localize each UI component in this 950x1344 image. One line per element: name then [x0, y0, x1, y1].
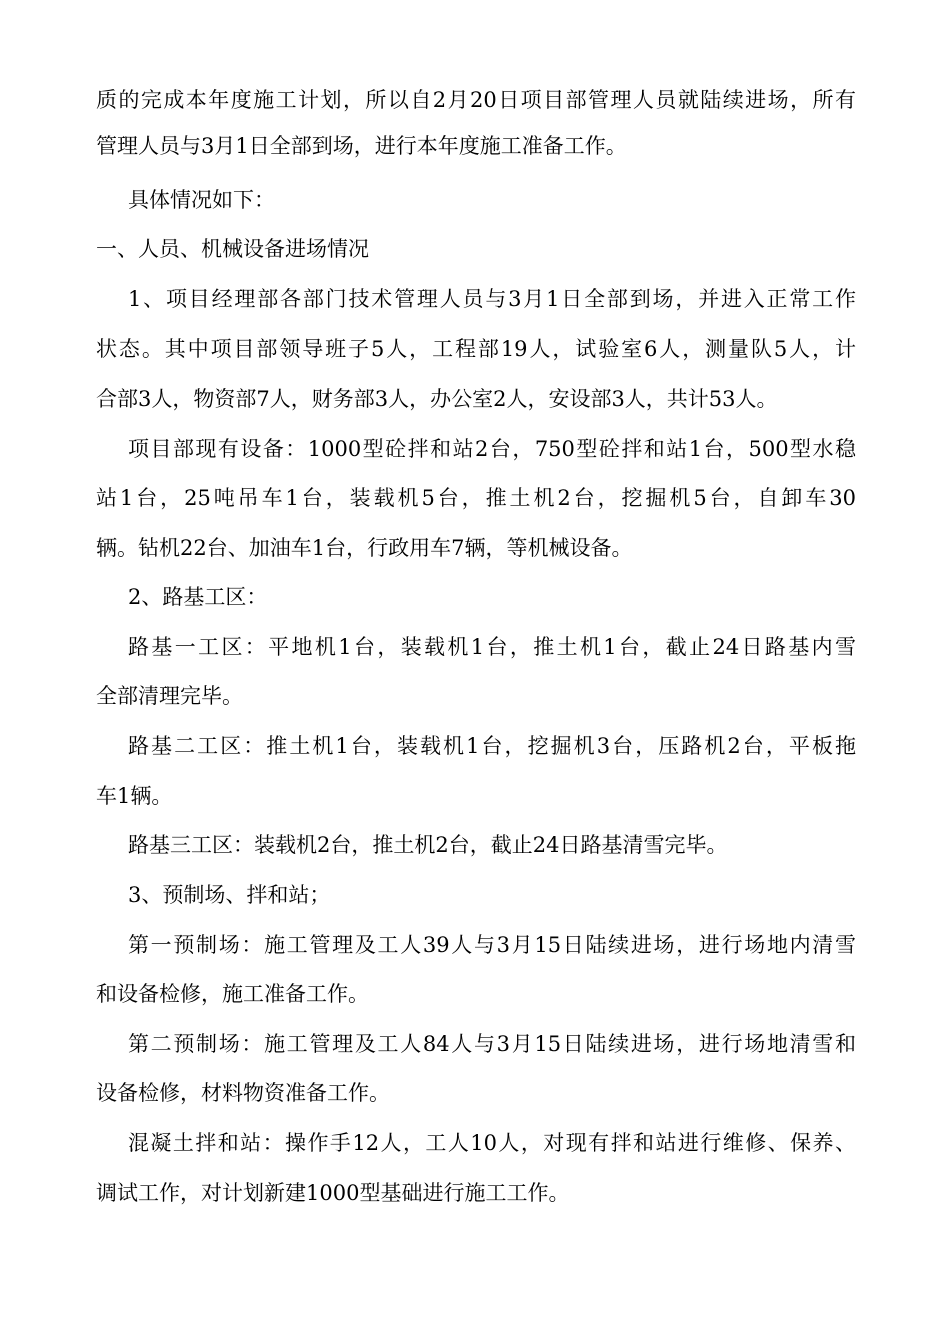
- subsection-heading: 2、路基工区：: [128, 585, 268, 609]
- text-line: 具体情况如下：: [128, 188, 275, 212]
- text-line: 第二预制场：施工管理及工人84人与3月15日陆续进场，进行场地清雪和: [128, 1032, 856, 1056]
- text-line: 合部3人，物资部7人，财务部3人，办公室2人，安设部3人，共计53人。: [96, 387, 778, 411]
- subsection-heading: 3、预制场、拌和站；: [128, 883, 331, 907]
- text-line: 状态。其中项目部领导班子5人，工程部19人，试验室6人，测量队5人，计: [96, 337, 856, 361]
- text-line: 路基一工区：平地机1台，装载机1台，推土机1台，截止24日路基内雪: [128, 635, 856, 659]
- text-line: 管理人员与3月1日全部到场，进行本年度施工准备工作。: [96, 134, 627, 158]
- text-line: 质的完成本年度施工计划，所以自2月20日项目部管理人员就陆续进场，所有: [96, 88, 856, 112]
- text-line: 调试工作，对计划新建1000型基础进行施工工作。: [96, 1181, 570, 1205]
- text-line: 第一预制场：施工管理及工人39人与3月15日陆续进场，进行场地内清雪: [128, 933, 856, 957]
- text-line: 路基二工区：推土机1台，装载机1台，挖掘机3台，压路机2台，平板拖: [128, 734, 856, 758]
- text-line: 全部清理完毕。: [96, 684, 243, 708]
- section-heading: 一、人员、机械设备进场情况: [96, 237, 369, 261]
- text-line: 和设备检修，施工准备工作。: [96, 982, 369, 1006]
- text-line: 车1辆。: [96, 784, 173, 808]
- text-line: 1、项目经理部各部门技术管理人员与3月1日全部到场，并进入正常工作: [128, 287, 856, 311]
- text-line: 辆。钻机22台、加油车1台，行政用车7辆，等机械设备。: [96, 536, 633, 560]
- text-line: 混凝土拌和站：操作手12人，工人10人，对现有拌和站进行维修、保养、: [128, 1131, 856, 1155]
- text-line: 站1台，25吨吊车1台，装载机5台，推土机2台，挖掘机5台，自卸车30: [96, 486, 856, 510]
- text-line: 设备检修，材料物资准备工作。: [96, 1081, 390, 1105]
- text-line: 项目部现有设备：1000型砼拌和站2台，750型砼拌和站1台，500型水稳: [128, 437, 856, 461]
- text-line: 路基三工区：装载机2台，推土机2台，截止24日路基清雪完毕。: [128, 833, 728, 857]
